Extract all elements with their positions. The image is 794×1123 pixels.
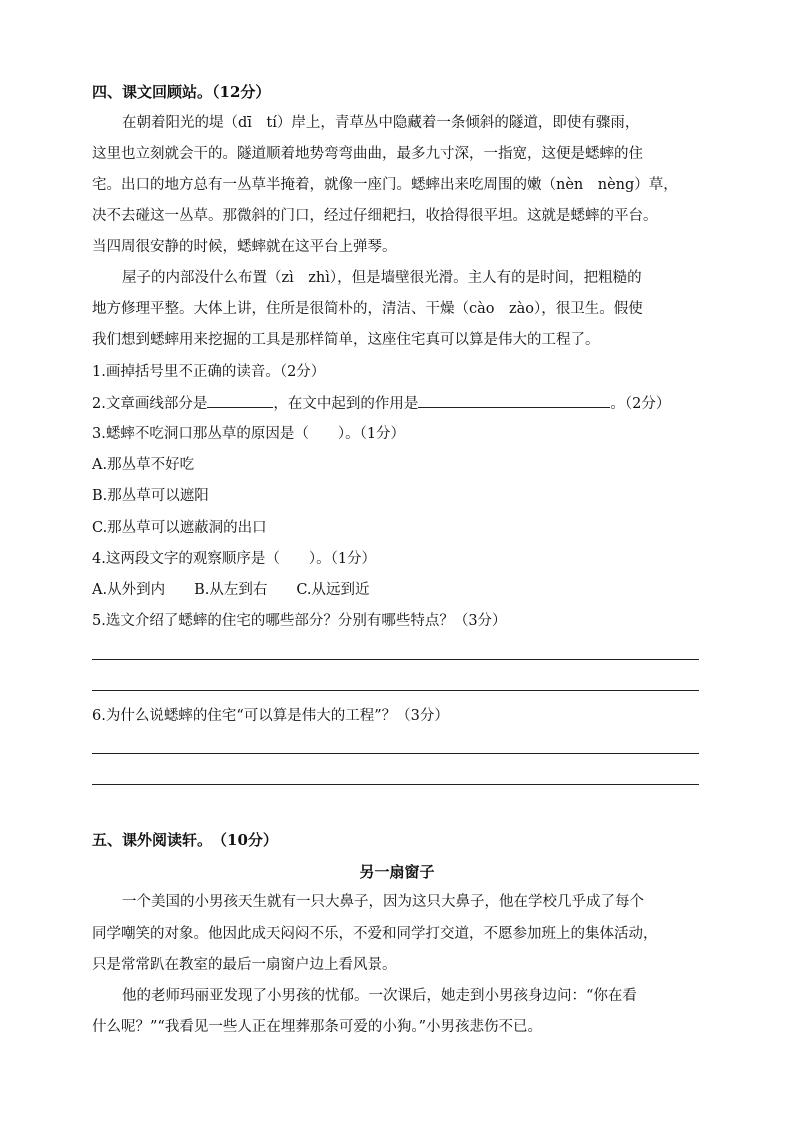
- section-4-heading: 四、课文回顾站。（12分）: [92, 83, 271, 101]
- answer-line[interactable]: [92, 753, 699, 754]
- section-5-heading: 五、课外阅读轩。 （10分）: [92, 831, 278, 849]
- passage-line: 屋子的内部没什么布置（zì zhì），但是墙壁很光滑。主人有的是时间，把粗糙的: [122, 270, 642, 286]
- passage-line: 在朝着阳光的堤（dī tí）岸上，青草丛中隐藏着一条倾斜的隧道，即使有骤雨，: [122, 115, 640, 131]
- story-line: 一个美国的小男孩天生就有一只大鼻子，因为这只大鼻子，他在学校几乎成了每个: [122, 894, 644, 910]
- question-1: 1.画掉括号里不正确的读音。（2分）: [92, 364, 326, 380]
- story-line: 同学嘲笑的对象。他因此成天闷闷不乐，不爱和同学打交道，不愿参加班上的集体活动，: [92, 926, 658, 942]
- answer-blank-2[interactable]: [418, 393, 610, 408]
- question-2: [92, 393, 670, 414]
- question-3-option-a: A.那丛草不好吃: [92, 457, 195, 473]
- question-4-options: A.从外到内 B.从左到右 C.从远到近: [92, 582, 370, 598]
- passage-line: 我们想到蟋蟀用来挖掘的工具是那样简单，这座住宅真可以算是伟大的工程了。: [92, 332, 600, 348]
- question-3-option-c: C.那丛草可以遮蔽洞的出口: [92, 520, 267, 536]
- question-2-text-c: 。（2分）: [610, 396, 671, 412]
- question-2-text-b: ，在文中起到的作用是: [273, 396, 419, 412]
- answer-line[interactable]: [92, 784, 699, 785]
- passage-line: 地方修理平整。大体上讲，住所是很简朴的，清洁、干燥（cào zào），很卫生。假使: [92, 301, 643, 317]
- answer-blank-1[interactable]: [207, 393, 273, 408]
- question-3-option-b: B.那丛草可以遮阳: [92, 488, 209, 504]
- question-4: 4.这两段文字的观察顺序是（ ）。（1分）: [92, 551, 377, 567]
- answer-line[interactable]: [92, 690, 699, 691]
- answer-line[interactable]: [92, 659, 699, 660]
- story-title: 另一扇窗子: [359, 863, 435, 881]
- story-line: 他的老师玛丽亚发现了小男孩的忧郁。一次课后，她走到小男孩身边问：“你在看: [122, 988, 637, 1004]
- story-line: 什么呢？”“我看见一些人正在埋葬那条可爱的小狗。”小男孩悲伤不已。: [92, 1019, 542, 1035]
- question-3: 3.蟋蟀不吃洞口那丛草的原因是（ ）。（1分）: [92, 426, 406, 442]
- passage-line: 宅。出口的地方总有一丛草半掩着，就像一座门。蟋蟀出来吃周围的嫩（nèn nèng）草，: [92, 177, 678, 193]
- passage-line: 这里也立刻就会干的。隧道顺着地势弯弯曲曲，最多九寸深，一指宽，这便是蟋蟀的住: [92, 146, 643, 162]
- passage-line: 决不去碰这一丛草。那微斜的门口，经过仔细耙扫，收拾得很平坦。这就是蟋蟀的平台。: [92, 208, 658, 224]
- question-5: 5.选文介绍了蟋蟀的住宅的哪些部分？分别有哪些特点？（3分）: [92, 613, 507, 629]
- question-6: 6.为什么说蟋蟀的住宅“可以算是伟大的工程”？（3分）: [92, 708, 449, 724]
- passage-line: 当四周很安静的时候，蟋蟀就在这平台上弹琴。: [92, 239, 397, 255]
- question-2-text-a: 2.文章画线部分是: [92, 396, 208, 412]
- story-line: 只是常常趴在教室的最后一扇窗户边上看风景。: [92, 957, 397, 973]
